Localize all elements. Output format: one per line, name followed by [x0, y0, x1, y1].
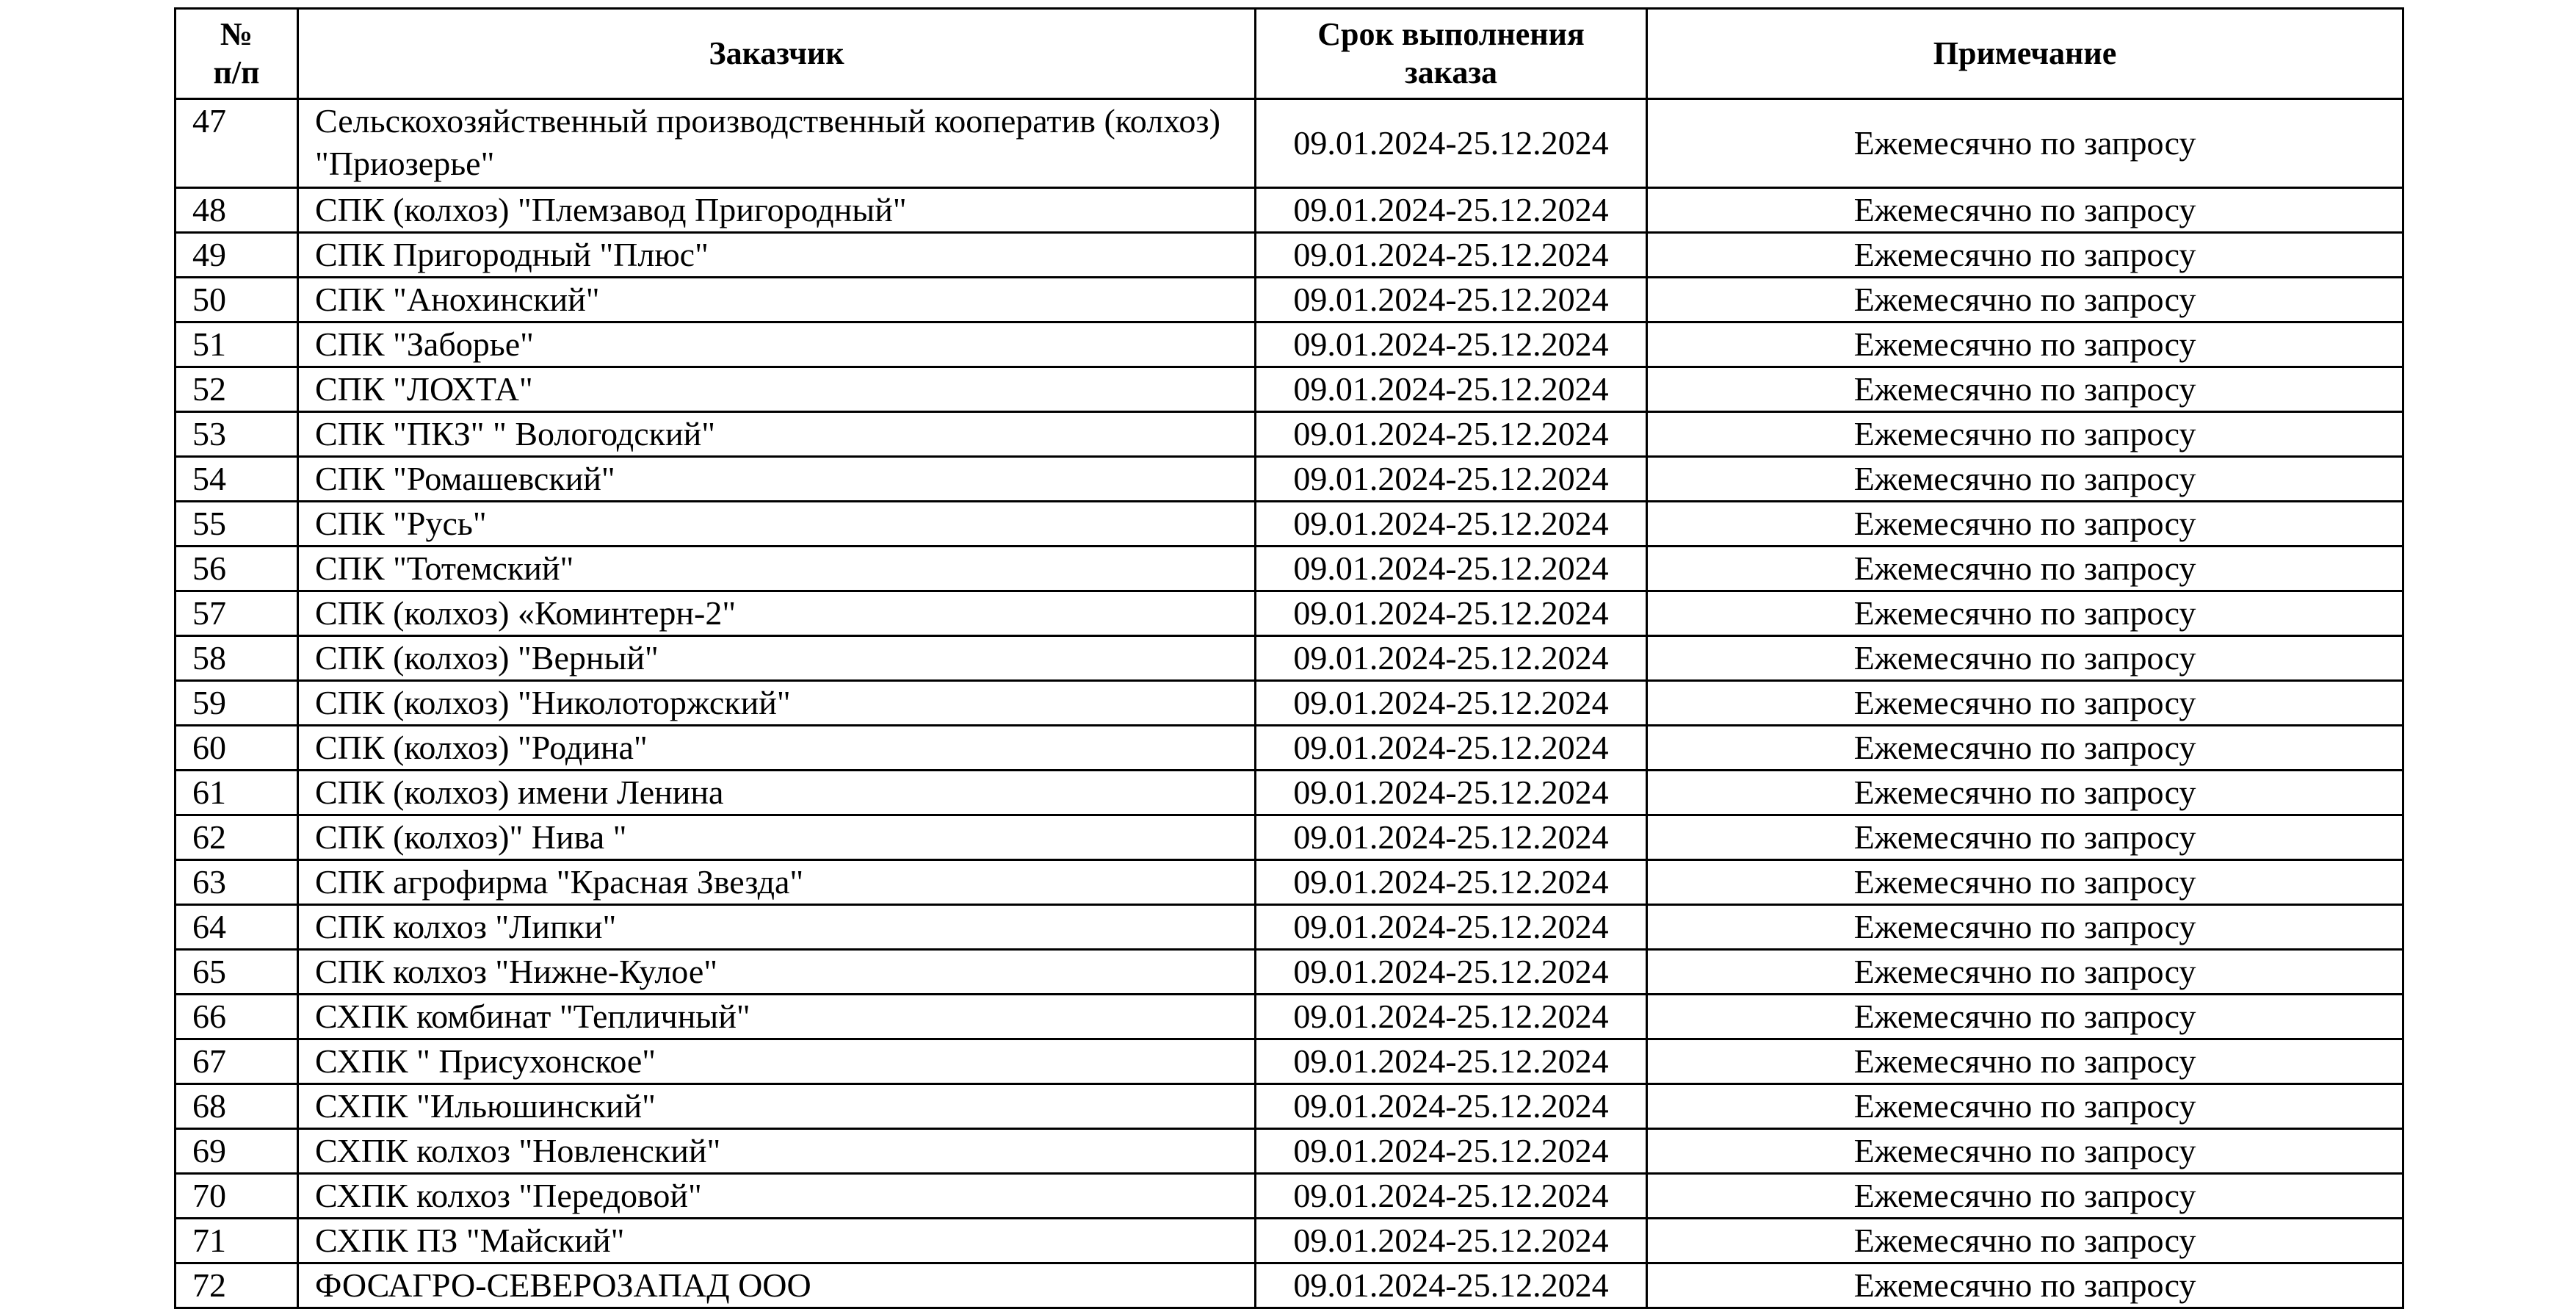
- row-number: 68: [176, 1084, 298, 1129]
- row-note: Ежемесячно по запросу: [1647, 860, 2403, 905]
- row-note: Ежемесячно по запросу: [1647, 1039, 2403, 1084]
- row-customer: СХПК колхоз "Новленский": [298, 1129, 1256, 1174]
- row-note: Ежемесячно по запросу: [1647, 278, 2403, 322]
- table-row: [176, 457, 2403, 502]
- row-term: 09.01.2024-25.12.2024: [1256, 726, 1647, 771]
- row-number: 50: [176, 278, 298, 322]
- table-row: [176, 1039, 2403, 1084]
- row-term: 09.01.2024-25.12.2024: [1256, 1219, 1647, 1263]
- row-number: 57: [176, 591, 298, 636]
- row-term: 09.01.2024-25.12.2024: [1256, 322, 1647, 367]
- table-row: [176, 412, 2403, 457]
- table-row: [176, 547, 2403, 591]
- row-note: Ежемесячно по запросу: [1647, 950, 2403, 995]
- table-row: [176, 950, 2403, 995]
- row-customer: СПК (колхоз) "Родина": [298, 726, 1256, 771]
- table-row: [176, 636, 2403, 681]
- row-number: 51: [176, 322, 298, 367]
- header-row: [176, 9, 2403, 99]
- table-row: [176, 1174, 2403, 1219]
- row-note: Ежемесячно по запросу: [1647, 322, 2403, 367]
- table-row: [176, 1084, 2403, 1129]
- row-term: 09.01.2024-25.12.2024: [1256, 99, 1647, 188]
- row-number: 69: [176, 1129, 298, 1174]
- row-note: Ежемесячно по запросу: [1647, 591, 2403, 636]
- row-customer: СПК колхоз "Липки": [298, 905, 1256, 950]
- row-customer: СПК Пригородный "Плюс": [298, 233, 1256, 278]
- row-number: 58: [176, 636, 298, 681]
- table-body: [176, 99, 2403, 1308]
- row-term: 09.01.2024-25.12.2024: [1256, 905, 1647, 950]
- row-note: Ежемесячно по запросу: [1647, 815, 2403, 860]
- header-number-line1: №: [220, 16, 253, 52]
- row-number: 64: [176, 905, 298, 950]
- table-row: [176, 995, 2403, 1039]
- row-customer: СХПК колхоз "Передовой": [298, 1174, 1256, 1219]
- row-customer: СПК "Анохинский": [298, 278, 1256, 322]
- row-term: 09.01.2024-25.12.2024: [1256, 457, 1647, 502]
- row-number: 62: [176, 815, 298, 860]
- table-row: [176, 905, 2403, 950]
- table-row: [176, 591, 2403, 636]
- table-row: [176, 1263, 2403, 1308]
- row-customer: СХПК ПЗ "Майский": [298, 1219, 1256, 1263]
- table-row: [176, 99, 2403, 188]
- table-row: [176, 278, 2403, 322]
- row-term: 09.01.2024-25.12.2024: [1256, 278, 1647, 322]
- table-row: [176, 367, 2403, 412]
- row-customer: СПК колхоз "Нижне-Кулое": [298, 950, 1256, 995]
- table-row: [176, 815, 2403, 860]
- table-row: [176, 1129, 2403, 1174]
- table-row: [176, 1219, 2403, 1263]
- row-number: 49: [176, 233, 298, 278]
- row-term: 09.01.2024-25.12.2024: [1256, 547, 1647, 591]
- table-row: [176, 502, 2403, 547]
- row-term: 09.01.2024-25.12.2024: [1256, 815, 1647, 860]
- row-term: 09.01.2024-25.12.2024: [1256, 771, 1647, 815]
- row-note: Ежемесячно по запросу: [1647, 412, 2403, 457]
- row-number: 54: [176, 457, 298, 502]
- row-note: Ежемесячно по запросу: [1647, 1263, 2403, 1308]
- table-row: [176, 322, 2403, 367]
- row-number: 63: [176, 860, 298, 905]
- row-number: 48: [176, 188, 298, 233]
- row-note: Ежемесячно по запросу: [1647, 457, 2403, 502]
- row-term: 09.01.2024-25.12.2024: [1256, 412, 1647, 457]
- table-row: [176, 188, 2403, 233]
- table-row: [176, 681, 2403, 726]
- row-term: 09.01.2024-25.12.2024: [1256, 1039, 1647, 1084]
- row-note: Ежемесячно по запросу: [1647, 99, 2403, 188]
- customers-table: [174, 7, 2404, 1309]
- row-term: 09.01.2024-25.12.2024: [1256, 1263, 1647, 1308]
- header-term: [1256, 9, 1647, 99]
- header-number: [176, 9, 298, 99]
- row-number: 61: [176, 771, 298, 815]
- row-customer: СПК "Русь": [298, 502, 1256, 547]
- row-customer: СПК (колхоз)" Нива ": [298, 815, 1256, 860]
- row-customer: СПК агрофирма "Красная Звезда": [298, 860, 1256, 905]
- row-note: Ежемесячно по запросу: [1647, 1219, 2403, 1263]
- row-term: 09.01.2024-25.12.2024: [1256, 995, 1647, 1039]
- row-term: 09.01.2024-25.12.2024: [1256, 681, 1647, 726]
- row-number: 56: [176, 547, 298, 591]
- row-number: 71: [176, 1219, 298, 1263]
- row-number: 65: [176, 950, 298, 995]
- row-note: Ежемесячно по запросу: [1647, 1129, 2403, 1174]
- row-term: 09.01.2024-25.12.2024: [1256, 1129, 1647, 1174]
- table-row: [176, 771, 2403, 815]
- row-term: 09.01.2024-25.12.2024: [1256, 233, 1647, 278]
- row-note: Ежемесячно по запросу: [1647, 233, 2403, 278]
- row-note: Ежемесячно по запросу: [1647, 726, 2403, 771]
- row-term: 09.01.2024-25.12.2024: [1256, 950, 1647, 995]
- row-number: 55: [176, 502, 298, 547]
- row-term: 09.01.2024-25.12.2024: [1256, 1174, 1647, 1219]
- row-number: 47: [176, 99, 298, 188]
- row-note: Ежемесячно по запросу: [1647, 905, 2403, 950]
- row-term: 09.01.2024-25.12.2024: [1256, 188, 1647, 233]
- row-number: 72: [176, 1263, 298, 1308]
- row-number: 70: [176, 1174, 298, 1219]
- row-customer: СПК "Тотемский": [298, 547, 1256, 591]
- row-term: 09.01.2024-25.12.2024: [1256, 367, 1647, 412]
- row-customer: СПК (колхоз) "Николоторжский": [298, 681, 1256, 726]
- row-number: 59: [176, 681, 298, 726]
- row-term: 09.01.2024-25.12.2024: [1256, 502, 1647, 547]
- row-note: Ежемесячно по запросу: [1647, 502, 2403, 547]
- row-number: 53: [176, 412, 298, 457]
- row-customer: ФОСАГРО-СЕВЕРОЗАПАД ООО: [298, 1263, 1256, 1308]
- row-customer: Сельскохозяйственный производственный кооператив (колхоз) "Приозерье": [298, 99, 1256, 188]
- row-customer: СПК (колхоз) "Верный": [298, 636, 1256, 681]
- row-customer: СХПК "Ильюшинский": [298, 1084, 1256, 1129]
- row-note: Ежемесячно по запросу: [1647, 367, 2403, 412]
- row-customer: СПК "Ромашевский": [298, 457, 1256, 502]
- row-customer: СПК (колхоз) имени Ленина: [298, 771, 1256, 815]
- row-note: Ежемесячно по запросу: [1647, 681, 2403, 726]
- row-note: Ежемесячно по запросу: [1647, 995, 2403, 1039]
- table-row: [176, 860, 2403, 905]
- row-note: Ежемесячно по запросу: [1647, 1174, 2403, 1219]
- header-term-line1: Срок выполнения: [1317, 16, 1585, 52]
- row-note: Ежемесячно по запросу: [1647, 547, 2403, 591]
- table-row: [176, 233, 2403, 278]
- row-term: 09.01.2024-25.12.2024: [1256, 636, 1647, 681]
- row-customer: СХПК комбинат "Тепличный": [298, 995, 1256, 1039]
- header-number-line2: п/п: [213, 54, 260, 90]
- row-number: 60: [176, 726, 298, 771]
- row-customer: СПК (колхоз) «Коминтерн-2": [298, 591, 1256, 636]
- row-number: 67: [176, 1039, 298, 1084]
- row-term: 09.01.2024-25.12.2024: [1256, 1084, 1647, 1129]
- row-number: 66: [176, 995, 298, 1039]
- row-customer: СПК "Заборье": [298, 322, 1256, 367]
- row-note: Ежемесячно по запросу: [1647, 1084, 2403, 1129]
- row-note: Ежемесячно по запросу: [1647, 771, 2403, 815]
- row-term: 09.01.2024-25.12.2024: [1256, 591, 1647, 636]
- table-row: [176, 726, 2403, 771]
- header-term-line2: заказа: [1404, 54, 1498, 90]
- row-note: Ежемесячно по запросу: [1647, 636, 2403, 681]
- row-customer: СПК "ПКЗ" " Вологодский": [298, 412, 1256, 457]
- row-customer: СПК "ЛОХТА": [298, 367, 1256, 412]
- header-note: Примечание: [1647, 9, 2403, 99]
- row-customer: СХПК " Присухонское": [298, 1039, 1256, 1084]
- row-term: 09.01.2024-25.12.2024: [1256, 860, 1647, 905]
- row-note: Ежемесячно по запросу: [1647, 188, 2403, 233]
- table-header: [176, 9, 2403, 99]
- row-customer: СПК (колхоз) "Племзавод Пригородный": [298, 188, 1256, 233]
- row-number: 52: [176, 367, 298, 412]
- header-customer: Заказчик: [298, 9, 1256, 99]
